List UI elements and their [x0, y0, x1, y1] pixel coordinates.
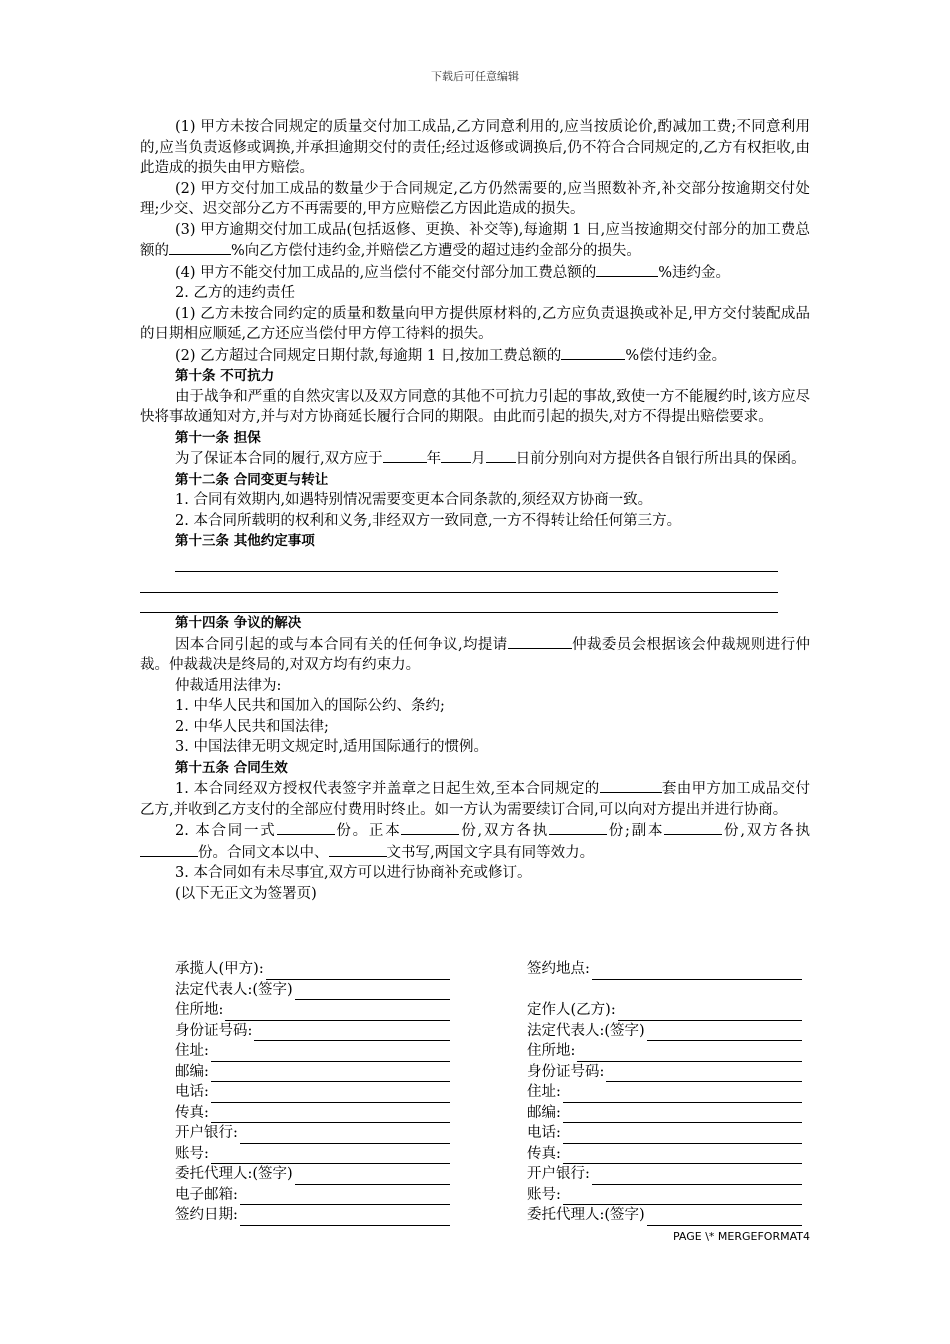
- field-label: 住所地:: [175, 1002, 224, 1018]
- page-header: 下载后可任意编辑: [431, 70, 519, 83]
- text: 份,双方各执: [722, 823, 811, 839]
- text: 1. 本合同经双方授权代表签字并盖章之日起生效,至本合同规定的: [175, 781, 600, 797]
- field-label: 住址:: [175, 1043, 209, 1059]
- field-label: 传真:: [175, 1104, 209, 1121]
- text: (3) 甲方逾期交付加工成品(包括返修、更换、补交等),每逾期 1 日,应当按逾期交付部分的加工费总额的: [140, 221, 810, 259]
- field-label: 电话:: [527, 1125, 561, 1141]
- signature-line: [211, 1066, 450, 1082]
- blank-field: [401, 820, 459, 835]
- text: 因本合同引起的或与本合同有关的任何争议,均提请: [175, 636, 508, 653]
- signature-row: [175, 1144, 450, 1165]
- signature-line: [295, 984, 450, 1000]
- signature-row: [527, 1185, 802, 1206]
- field-label: 住址:: [527, 1084, 561, 1100]
- signature-line: [606, 1066, 802, 1082]
- paragraph: [140, 634, 810, 676]
- field-label: 账号:: [175, 1145, 209, 1162]
- field-label: 委托代理人:(签字): [175, 1166, 293, 1182]
- text: %向乙方偿付违约金,并赔偿乙方遭受的超过违约金部分的损失。: [231, 243, 641, 259]
- signature-row: [527, 1205, 802, 1226]
- page-footer: PAGE \* MERGEFORMAT4: [672, 1230, 810, 1243]
- signature-row: [527, 1164, 802, 1185]
- section-heading: 第十一条 担保: [175, 429, 261, 446]
- paragraph: [140, 262, 810, 284]
- text: 文书写,两国文字具有同等效力。: [386, 844, 595, 861]
- document-body: [140, 117, 810, 904]
- text: 2. 本合同一式: [175, 823, 277, 839]
- signature-line: [647, 1210, 802, 1226]
- field-label: 电子邮箱:: [175, 1186, 238, 1203]
- signature-line: [618, 1005, 802, 1021]
- text: 份。合同文本以中、: [198, 844, 329, 861]
- blank-field: [383, 448, 427, 463]
- signature-row: [527, 1123, 802, 1144]
- field-label: 签约日期:: [175, 1207, 238, 1223]
- signature-row: [527, 1103, 802, 1124]
- signature-row: [527, 959, 802, 980]
- signature-row: [527, 1000, 802, 1021]
- signature-line: [563, 1107, 802, 1123]
- blank-line: [175, 552, 778, 573]
- blank-field: [441, 448, 471, 463]
- signature-line: [592, 1169, 802, 1185]
- paragraph: [140, 345, 810, 367]
- signature-line: [211, 1087, 450, 1103]
- signature-line: [592, 964, 802, 980]
- field-label: 承揽人(甲方):: [175, 961, 264, 977]
- signature-row: [175, 1082, 450, 1103]
- signature-line: [254, 1025, 450, 1041]
- paragraph: 仲裁适用法律为:: [175, 677, 282, 694]
- paragraph: [140, 448, 810, 470]
- blank-field: [596, 262, 658, 277]
- signature-line: [577, 1046, 802, 1062]
- blank-field: [277, 820, 335, 835]
- paragraph: 2. 中华人民共和国法律;: [175, 718, 329, 735]
- blank-field: [486, 448, 516, 463]
- signature-line: [240, 1128, 450, 1144]
- paragraph: 2. 本合同所载明的权利和义务,非经双方一致同意,一方不得转让给任何第三方。: [175, 512, 682, 529]
- paragraph: 2. 乙方的违约责任: [175, 285, 295, 301]
- section-heading: 第十条 不可抗力: [175, 368, 275, 384]
- signature-row: [527, 1021, 802, 1042]
- blank-field: [169, 240, 231, 255]
- signature-line: [563, 1189, 802, 1205]
- text: 套由甲方加工成品交付乙方,并收到乙方支付的全部应付费用时终止。如一方认为需要续订合同,可以向对方提出并进行协商。: [140, 781, 810, 818]
- paragraph: 3. 本合同如有未尽事宜,双方可以进行协商补充或修订。: [175, 865, 532, 881]
- signature-line: [295, 1169, 450, 1185]
- signature-line: [563, 1128, 802, 1144]
- paragraph: (1) 甲方未按合同规定的质量交付加工成品,乙方同意利用的,应当按质论价,酌减加工费;不同意利用的,应当负责返修或调换,并承担逾期交付的责任;经过返修或调换后,仍不符合合同规定的,乙方有权拒收,由此造成的损失由甲方赔偿。: [140, 119, 810, 176]
- signature-line: [211, 1107, 450, 1123]
- signature-block-party-a: [175, 959, 450, 1226]
- text: 份。正本: [334, 823, 402, 839]
- text: %偿付违约金。: [625, 347, 727, 364]
- blank-field: [549, 820, 607, 835]
- signature-row: [527, 1041, 802, 1062]
- field-label: 电话:: [175, 1084, 209, 1100]
- blank-field: [140, 842, 198, 857]
- signature-row: [175, 1021, 450, 1042]
- field-label: 法定代表人:(签字): [527, 1022, 645, 1039]
- paragraph: 1. 合同有效期内,如遇特别情况需要变更本合同条款的,须经双方协商一致。: [175, 492, 653, 508]
- text: %违约金。: [658, 264, 731, 281]
- field-label: 传真:: [527, 1145, 561, 1162]
- signature-row: [527, 1062, 802, 1083]
- signature-row-empty: [527, 980, 802, 1001]
- signature-row: [175, 1062, 450, 1083]
- signature-row: [175, 1164, 450, 1185]
- signature-line: [563, 1148, 802, 1164]
- text: 份;副本: [607, 823, 665, 839]
- paragraph: [140, 778, 810, 820]
- signature-line: [563, 1087, 802, 1103]
- signature-line: [211, 1148, 450, 1164]
- paragraph: (以下无正文为签署页): [175, 885, 317, 902]
- signature-line: [211, 1046, 450, 1062]
- field-label: 定作人(乙方):: [527, 1002, 616, 1018]
- field-label: 法定代表人:(签字): [175, 981, 293, 998]
- signature-row: [175, 1000, 450, 1021]
- signature-line: [225, 1005, 450, 1021]
- text: 仲裁委员会根据该会仲裁规则进行仲裁。仲裁裁决是终局的,对双方均有约束力。: [140, 636, 811, 673]
- blank-field: [561, 345, 625, 360]
- field-label: 住所地:: [527, 1043, 576, 1059]
- blank-field: [600, 778, 662, 793]
- signature-block-party-b: [527, 959, 802, 1226]
- paragraph: (1) 乙方未按合同约定的质量和数量向甲方提供原材料的,乙方应负责退换或补足,甲方交付装配成品的日期相应顺延,乙方还应当偿付甲方停工待料的损失。: [140, 305, 810, 342]
- text: (4) 甲方不能交付加工成品的,应当偿付不能交付部分加工费总额的: [175, 264, 597, 281]
- signature-row: [175, 980, 450, 1001]
- field-label: 签约地点:: [527, 961, 590, 977]
- signature-row: [175, 959, 450, 980]
- paragraph: (2) 甲方交付加工成品的数量少于合同规定,乙方仍然需要的,应当照数补齐,补交部分按逾期交付处理;少交、迟交部分乙方不再需要的,甲方应赔偿乙方因此造成的损失。: [140, 180, 810, 217]
- field-label: 开户银行:: [527, 1166, 590, 1182]
- text: 为了保证本合同的履行,双方应于: [175, 451, 383, 467]
- text: 日前分别向对方提供各自银行所出具的保函。: [515, 451, 806, 467]
- signature-row: [527, 1082, 802, 1103]
- section-heading: 第十二条 合同变更与转让: [175, 471, 329, 488]
- blank-field: [664, 820, 722, 835]
- field-label: 邮编:: [175, 1063, 209, 1080]
- field-label: 开户银行:: [175, 1125, 238, 1141]
- field-label: 身份证号码:: [175, 1022, 253, 1039]
- paragraph: [140, 220, 810, 262]
- text: (2) 乙方超过合同规定日期付款,每逾期 1 日,按加工费总额的: [175, 347, 562, 364]
- paragraph: 3. 中国法律无明文规定时,适用国际通行的惯例。: [175, 739, 489, 755]
- signature-line: [266, 964, 450, 980]
- signature-line: [240, 1189, 450, 1205]
- text: 年: [426, 451, 442, 467]
- signature-row: [175, 1185, 450, 1206]
- section-heading: 第十五条 合同生效: [175, 759, 288, 776]
- text: 份,双方各执: [459, 823, 549, 839]
- field-label: 邮编:: [527, 1104, 561, 1121]
- blank-line: [140, 572, 778, 593]
- signature-row: [175, 1041, 450, 1062]
- text: 月: [471, 451, 486, 467]
- blank-field: [329, 842, 387, 857]
- signature-line: [647, 1025, 802, 1041]
- signature-line: [240, 1210, 450, 1226]
- paragraph: 1. 中华人民共和国加入的国际公约、条约;: [175, 698, 445, 714]
- blank-field: [508, 634, 572, 649]
- section-heading: 第十三条 其他约定事项: [175, 533, 315, 549]
- paragraph: 由于战争和严重的自然灾害以及双方同意的其他不可抗力引起的事故,致使一方不能履约时,该方应尽快将事故通知对方,并与对方协商延长履行合同的期限。由此而引起的损失,对方不得提出赔偿要求。: [140, 388, 810, 425]
- signature-row: [175, 1103, 450, 1124]
- signature-row: [175, 1123, 450, 1144]
- signature-row: [527, 1144, 802, 1165]
- signature-row: [175, 1205, 450, 1226]
- field-label: 身份证号码:: [527, 1063, 605, 1080]
- section-heading: 第十四条 争议的解决: [175, 615, 302, 631]
- paragraph: [140, 820, 810, 863]
- field-label: 委托代理人:(签字): [527, 1207, 645, 1223]
- field-label: 账号:: [527, 1186, 561, 1203]
- blank-line: [140, 593, 778, 614]
